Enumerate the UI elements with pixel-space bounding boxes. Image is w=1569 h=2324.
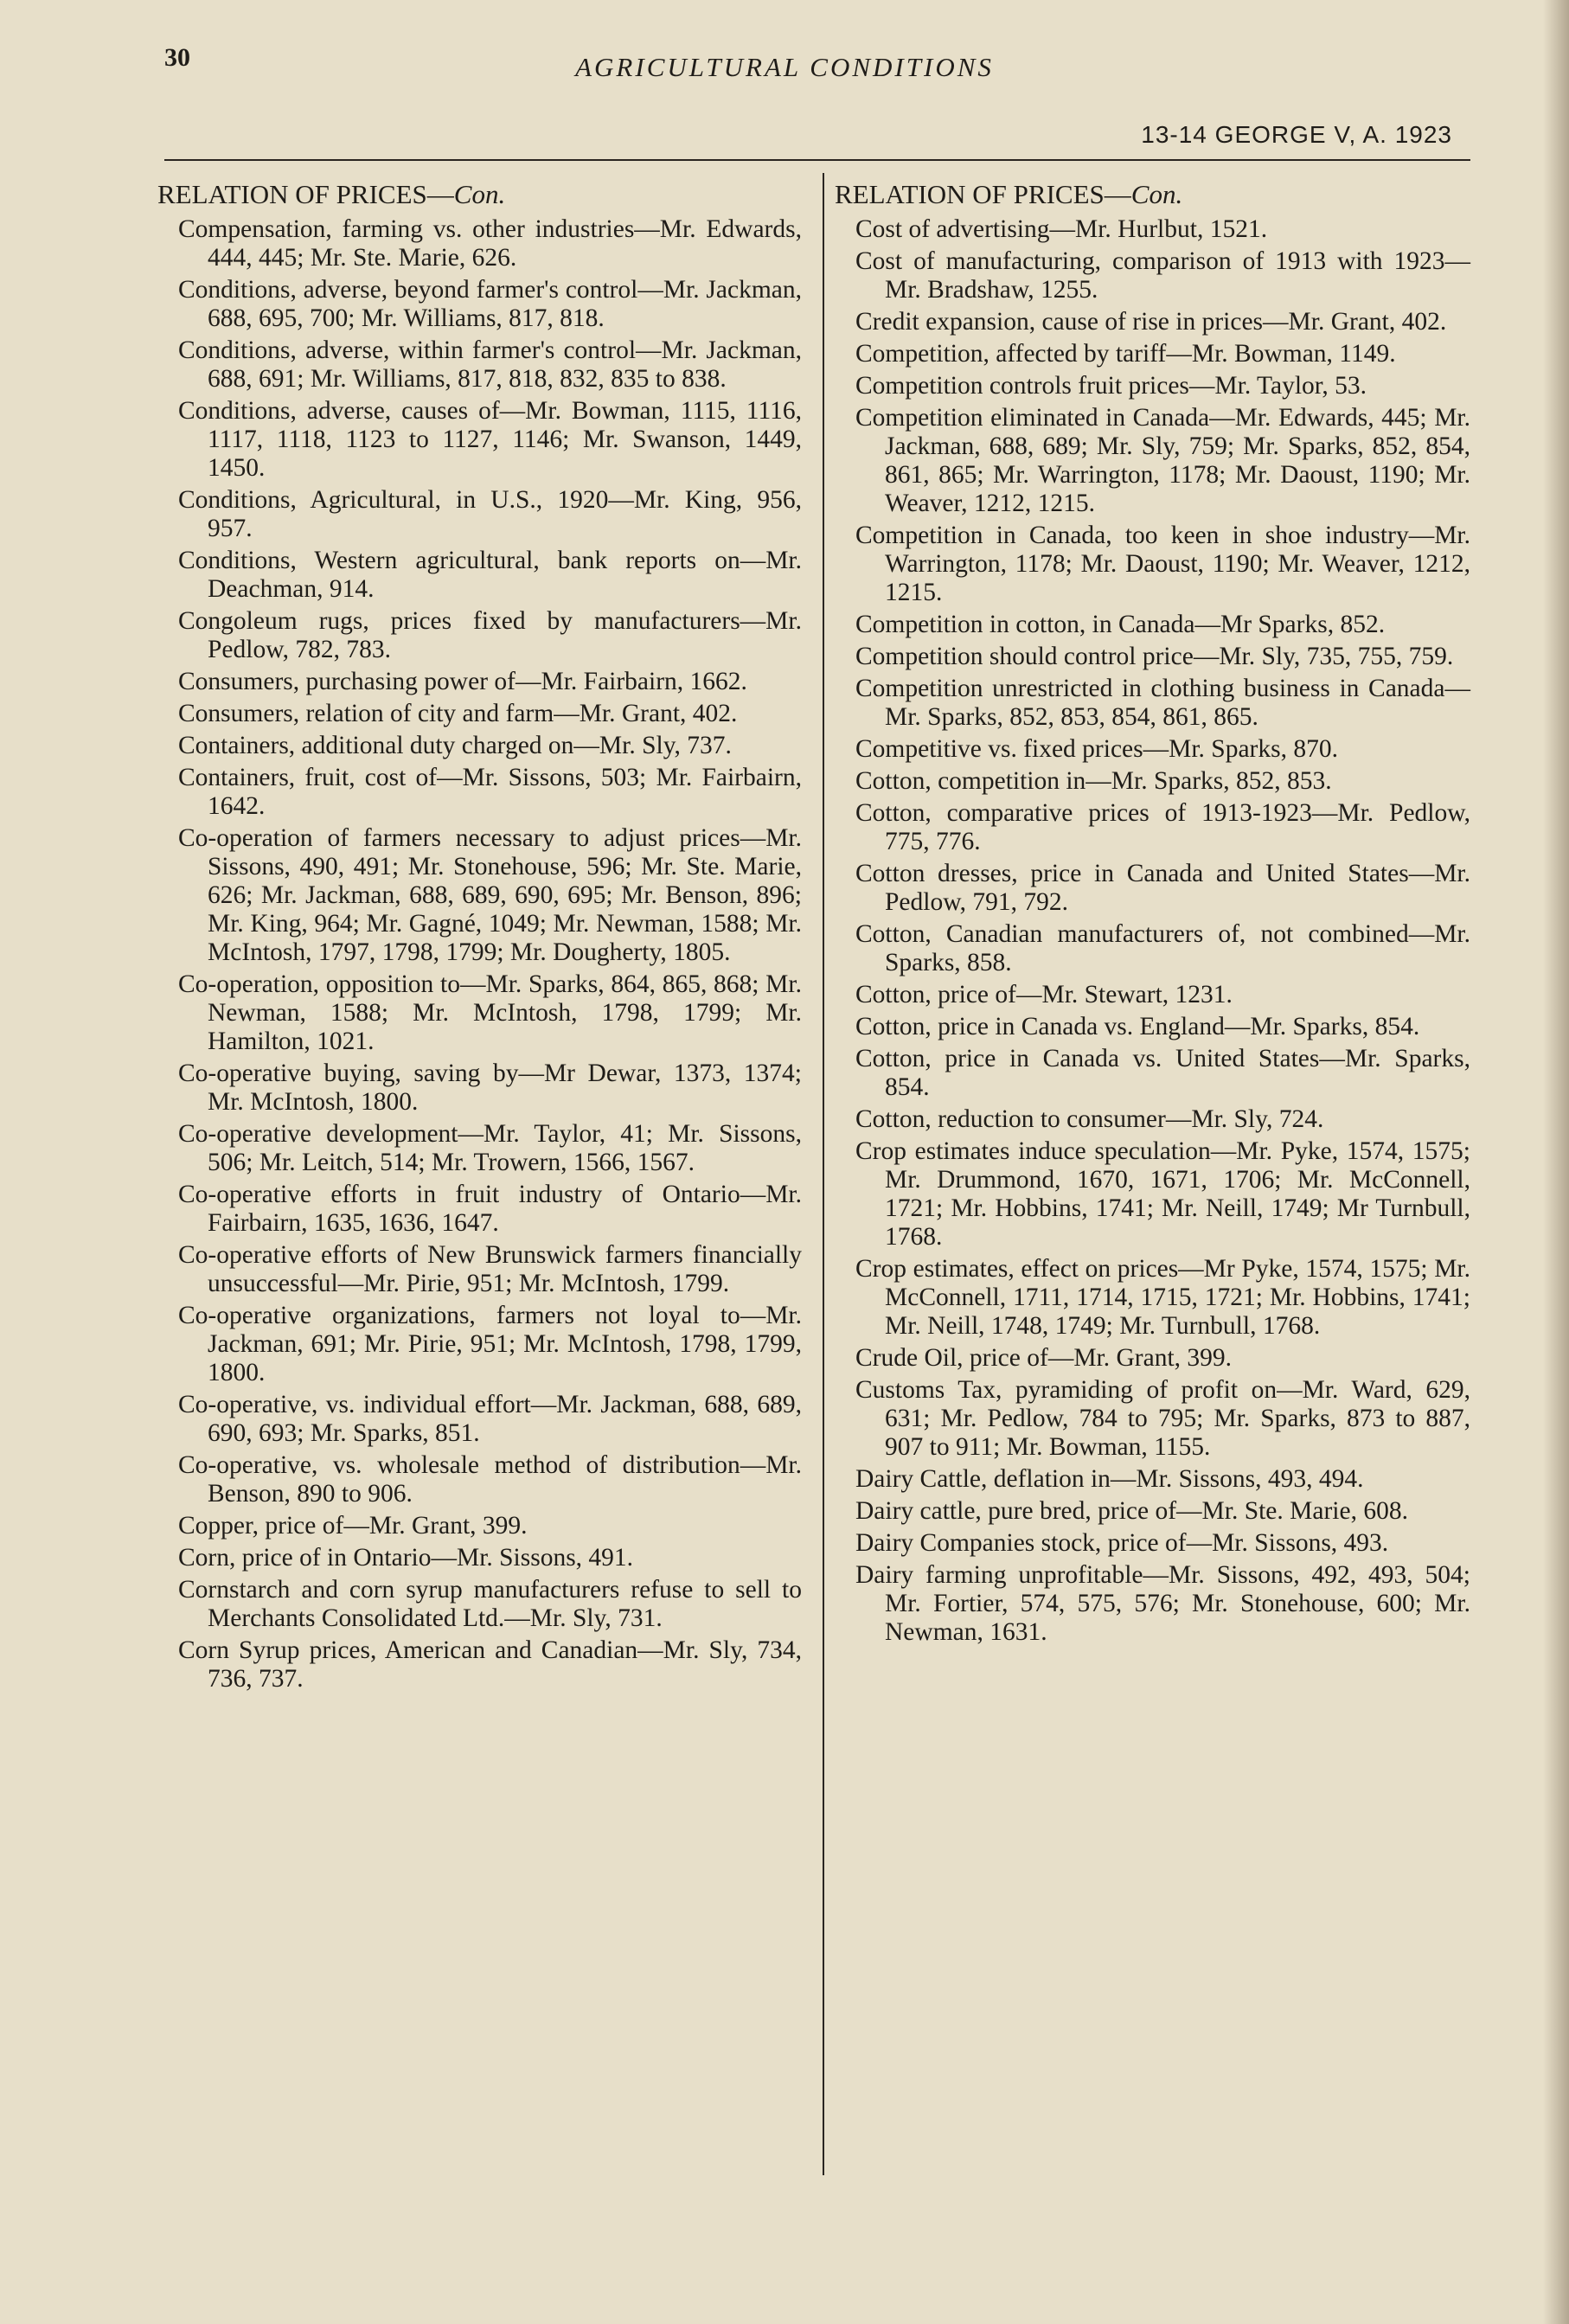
index-entry: Cotton, comparative prices of 1913-1923—Mr. Pedlow, 775, 776. xyxy=(855,799,1470,855)
index-entry: Cotton, Canadian manufacturers of, not combined—Mr. Sparks, 858. xyxy=(855,920,1470,976)
index-entry: Consumers, purchasing power of—Mr. Fairbairn, 1662. xyxy=(178,668,747,695)
index-entry: Copper, price of—Mr. Grant, 399. xyxy=(178,1512,528,1540)
index-entry: Conditions, Western agricultural, bank reports on—Mr. Deachman, 914. xyxy=(178,547,802,603)
index-entry: Co-operative efforts of New Brunswick farmers financially unsuccessful—Mr. Pirie, 951; Mr. McIntosh, 1799. xyxy=(178,1241,802,1297)
index-entry: Co-operative, vs. individual effort—Mr. Jackman, 688, 689, 690, 693; Mr. Sparks, 851. xyxy=(178,1391,802,1447)
index-entry: Cotton, reduction to consumer—Mr. Sly, 724. xyxy=(855,1105,1324,1133)
index-entry: Co-operative efforts in fruit industry of Ontario—Mr. Fairbairn, 1635, 1636, 1647. xyxy=(178,1181,802,1237)
index-entry: Cotton, price of—Mr. Stewart, 1231. xyxy=(855,981,1233,1008)
session-label: 13-14 GEORGE V, A. 1923 xyxy=(1141,121,1452,148)
index-entry: Cornstarch and corn syrup manufacturers refuse to sell to Merchants Consolidated Ltd.—Mr. Sly, 731. xyxy=(178,1576,802,1632)
index-column-left xyxy=(157,180,802,1697)
heading-text: RELATION OF PRICES— xyxy=(835,179,1131,209)
index-entry: Co-operative development—Mr. Taylor, 41; Mr. Sissons, 506; Mr. Leitch, 514; Mr. Trowern, 1566, 1567. xyxy=(178,1120,802,1176)
column-divider xyxy=(823,173,824,2175)
index-entry: Co-operative buying, saving by—Mr Dewar, 1373, 1374; Mr. McIntosh, 1800. xyxy=(178,1060,802,1116)
index-entry: Compensation, farming vs. other industries—Mr. Edwards, 444, 445; Mr. Ste. Marie, 626. xyxy=(178,215,802,272)
index-entry: Cotton, price in Canada vs. England—Mr. Sparks, 854. xyxy=(855,1013,1420,1040)
index-entry: Crop estimates, effect on prices—Mr Pyke, 1574, 1575; Mr. McConnell, 1711, 1714, 1715, 1721; Mr. Hobbins, 1741; Mr. Neill, 1748, 1749; Mr. Turnbull, 1768. xyxy=(855,1255,1470,1340)
entry-list-right xyxy=(835,215,1470,1647)
index-entry: Dairy farming unprofitable—Mr. Sissons, 492, 493, 504; Mr. Fortier, 574, 575, 576; Mr. Stonehouse, 600; Mr. Newman, 1631. xyxy=(855,1561,1470,1646)
index-entry: Competition eliminated in Canada—Mr. Edwards, 445; Mr. Jackman, 688, 689; Mr. Sly, 759; Mr. Sparks, 852, 854, 861, 865; Mr. Warrington, 1178; Mr. Daoust, 1190; Mr. Weaver, 1212, 1215. xyxy=(855,404,1470,517)
index-entry: Cotton dresses, price in Canada and United States—Mr. Pedlow, 791, 792. xyxy=(855,860,1470,916)
index-entry: Customs Tax, pyramiding of profit on—Mr. Ward, 629, 631; Mr. Pedlow, 784 to 795; Mr. Sparks, 873 to 887, 907 to 911; Mr. Bowman, 1155. xyxy=(855,1376,1470,1461)
heading-continued: Con. xyxy=(1130,179,1183,209)
header-rule xyxy=(164,159,1470,161)
index-entry: Competition, affected by tariff—Mr. Bowman, 1149. xyxy=(855,340,1396,368)
index-entry: Competition in cotton, in Canada—Mr Sparks, 852. xyxy=(855,611,1386,638)
index-entry: Containers, additional duty charged on—Mr. Sly, 737. xyxy=(178,732,732,759)
index-entry: Dairy cattle, pure bred, price of—Mr. Ste. Marie, 608. xyxy=(855,1497,1408,1525)
index-entry: Competition should control price—Mr. Sly, 735, 755, 759. xyxy=(855,643,1454,670)
index-entry: Conditions, adverse, beyond farmer's control—Mr. Jackman, 688, 695, 700; Mr. Williams, 817, 818. xyxy=(178,276,802,332)
index-entry: Co-operation of farmers necessary to adjust prices—Mr. Sissons, 490, 491; Mr. Stonehouse, 596; Mr. Ste. Marie, 626; Mr. Jackman, 688, 689, 690, 695; Mr. Benson, 896; Mr. King, 964; Mr. Gagné, 1049; Mr. Newman, 1588; Mr. McIntosh, 1797, 1798, 1799; Mr. Dougherty, 1805. xyxy=(178,824,802,966)
index-entry: Conditions, adverse, within farmer's control—Mr. Jackman, 688, 691; Mr. Williams, 817, 818, 832, 835 to 838. xyxy=(178,336,802,393)
index-entry: Credit expansion, cause of rise in prices—Mr. Grant, 402. xyxy=(855,308,1447,336)
heading-continued: Con. xyxy=(453,179,506,209)
index-entry: Conditions, Agricultural, in U.S., 1920—Mr. King, 956, 957. xyxy=(178,486,802,542)
index-entry: Dairy Cattle, deflation in—Mr. Sissons, 493, 494. xyxy=(855,1465,1364,1493)
index-entry: Cotton, price in Canada vs. United States—Mr. Sparks, 854. xyxy=(855,1045,1470,1101)
index-entry: Co-operative organizations, farmers not loyal to—Mr. Jackman, 691; Mr. Pirie, 951; Mr. McIntosh, 1798, 1799, 1800. xyxy=(178,1302,802,1386)
index-entry: Competition unrestricted in clothing business in Canada—Mr. Sparks, 852, 853, 854, 861, 865. xyxy=(855,675,1470,731)
index-entry: Containers, fruit, cost of—Mr. Sissons, 503; Mr. Fairbairn, 1642. xyxy=(178,764,802,820)
index-entry: Cost of manufacturing, comparison of 1913 with 1923—Mr. Bradshaw, 1255. xyxy=(855,247,1470,304)
index-entry: Crop estimates induce speculation—Mr. Pyke, 1574, 1575; Mr. Drummond, 1670, 1671, 1706; Mr. McConnell, 1721; Mr. Hobbins, 1741; Mr. Neill, 1749; Mr Turnbull, 1768. xyxy=(855,1137,1470,1251)
index-entry: Dairy Companies stock, price of—Mr. Sissons, 493. xyxy=(855,1529,1389,1557)
index-entry: Co-operative, vs. wholesale method of distribution—Mr. Benson, 890 to 906. xyxy=(178,1451,802,1508)
entry-list-left xyxy=(157,215,802,1693)
index-entry: Consumers, relation of city and farm—Mr. Grant, 402. xyxy=(178,700,738,727)
index-entry: Corn, price of in Ontario—Mr. Sissons, 491. xyxy=(178,1544,634,1572)
index-entry: Co-operation, opposition to—Mr. Sparks, 864, 865, 868; Mr. Newman, 1588; Mr. McIntosh, 1798, 1799; Mr. Hamilton, 1021. xyxy=(178,970,802,1055)
page-edge-shadow xyxy=(1543,0,1569,2324)
index-entry: Cotton, competition in—Mr. Sparks, 852, 853. xyxy=(855,767,1332,795)
index-column-right xyxy=(835,180,1470,1650)
section-heading xyxy=(157,180,802,208)
index-entry: Conditions, adverse, causes of—Mr. Bowman, 1115, 1116, 1117, 1118, 1123 to 1127, 1146; Mr. Swanson, 1449, 1450. xyxy=(178,397,802,482)
index-entry: Competition controls fruit prices—Mr. Taylor, 53. xyxy=(855,372,1367,400)
page-number: 30 xyxy=(164,43,190,72)
section-heading xyxy=(835,180,1470,208)
index-entry: Congoleum rugs, prices fixed by manufacturers—Mr. Pedlow, 782, 783. xyxy=(178,607,802,663)
heading-text: RELATION OF PRICES— xyxy=(157,179,454,209)
running-title: AGRICULTURAL CONDITIONS xyxy=(575,52,994,82)
index-entry: Crude Oil, price of—Mr. Grant, 399. xyxy=(855,1344,1233,1372)
index-entry: Cost of advertising—Mr. Hurlbut, 1521. xyxy=(855,215,1268,243)
index-entry: Competition in Canada, too keen in shoe industry—Mr. Warrington, 1178; Mr. Daoust, 1190; Mr. Weaver, 1212, 1215. xyxy=(855,522,1470,606)
index-entry: Competitive vs. fixed prices—Mr. Sparks, 870. xyxy=(855,735,1338,763)
index-entry: Corn Syrup prices, American and Canadian—Mr. Sly, 734, 736, 737. xyxy=(178,1636,802,1693)
